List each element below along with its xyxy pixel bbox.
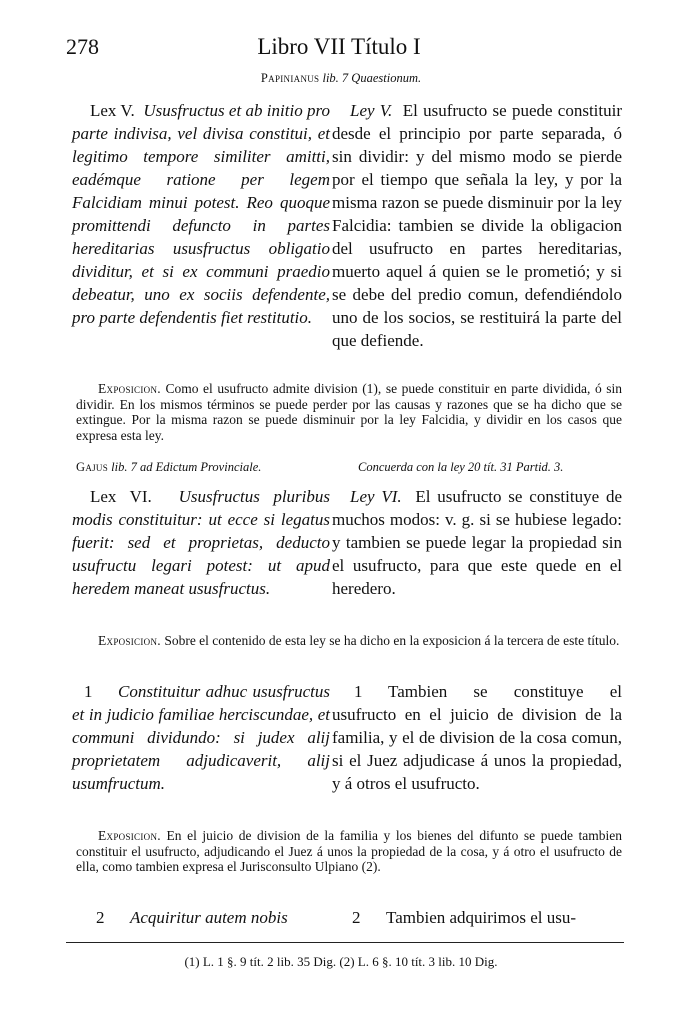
ley-label: Ley V. bbox=[350, 101, 393, 120]
source-work: lib. 7 ad Edictum Provinciale. bbox=[111, 460, 262, 474]
exposicion-label: Exposicion. bbox=[98, 381, 161, 396]
latin-paragraph bbox=[72, 680, 330, 795]
source-author: Gajus bbox=[76, 460, 109, 474]
lex-vi-section bbox=[72, 485, 624, 617]
spanish-paragraph bbox=[332, 906, 622, 929]
latin-column bbox=[72, 99, 330, 329]
latin-column bbox=[72, 906, 330, 929]
exposicion-3 bbox=[76, 828, 622, 875]
footnote-rule bbox=[66, 942, 624, 943]
paragraph-1-section bbox=[72, 680, 624, 812]
latin-paragraph bbox=[72, 99, 330, 329]
spanish-column bbox=[332, 99, 622, 352]
page-number: 278 bbox=[66, 34, 99, 59]
exposicion-2 bbox=[76, 633, 622, 649]
exposicion-text: En el juicio de division de la familia y los bienes del difunto se puede tambien constituir el usufructo, adjudicando el Juez á unos la propiedad de la cosa, y á otro el usufructo de ella, como tambien expresa el Jurisconsulto Ulpiano (2). bbox=[76, 828, 622, 874]
running-title: Libro VII Título I bbox=[257, 34, 421, 59]
paragraph-2-section bbox=[72, 906, 624, 932]
exposicion-label: Exposicion. bbox=[98, 633, 161, 648]
latin-text: Constituitur adhuc ususfructus et in judicio familiae herciscundae, et communi dividundo: si judex alij proprietatem adjudicaverit, alij usumfructum. bbox=[72, 682, 330, 793]
footnotes: (1) L. 1 §. 9 tít. 2 lib. 35 Dig. (2) L. 6 §. 10 tít. 3 lib. 10 Dig. bbox=[184, 954, 498, 969]
lex-v-section bbox=[72, 99, 624, 369]
spanish-paragraph bbox=[332, 680, 622, 795]
lex-label: Lex VI. bbox=[90, 487, 152, 506]
exposicion-1 bbox=[76, 381, 622, 443]
spanish-text: Tambien se constituye el usufructo en el juicio de division de la familia, y el de division de la cosa comun, si el Juez adjudicase á unos la propiedad, y á otros el usufructo. bbox=[332, 682, 622, 793]
spanish-column bbox=[332, 680, 622, 795]
latin-paragraph bbox=[72, 906, 330, 929]
latin-text: Acquiritur autem nobis bbox=[130, 908, 288, 927]
spanish-text: Tambien adquirimos el usu- bbox=[386, 908, 577, 927]
spanish-paragraph bbox=[332, 99, 622, 352]
exposicion-label: Exposicion. bbox=[98, 828, 161, 843]
spanish-text: El usufructo se constituye de muchos modos: v. g. si se hubiese legado: y tambien se puede legar la propiedad sin el usufructo, para que este quede en el heredero. bbox=[332, 487, 623, 598]
page-header bbox=[66, 34, 612, 64]
paragraph-number: 1 bbox=[84, 682, 93, 701]
paragraph-number: 2 bbox=[352, 908, 361, 927]
source-author: Papinianus bbox=[260, 71, 320, 85]
paragraph-number: 1 bbox=[354, 682, 363, 701]
source-left bbox=[76, 460, 261, 475]
paragraph-number: 2 bbox=[96, 908, 105, 927]
latin-column bbox=[72, 485, 330, 600]
spanish-column bbox=[332, 485, 622, 600]
spanish-column bbox=[332, 906, 622, 929]
lex-label: Lex V. bbox=[90, 101, 135, 120]
source-citation-1 bbox=[0, 71, 682, 86]
spanish-text: El usufructo se puede constituir desde el principio por parte separada, ó sin dividir: y del mismo modo se pierde por el tiempo que señala la ley, y por la misma razon se puede disminuir por la ley Falcidia: tambien se divide la obligacion del usufructo en partes hereditarias, muerto aquel á quien se le prometió; y si se debe del predio comun, defendiéndolo uno de los socios, se restituirá la parte del que defiende. bbox=[332, 101, 622, 350]
source-work: lib. 7 Quaestionum. bbox=[322, 71, 422, 85]
spanish-paragraph bbox=[332, 485, 622, 600]
concordance-note: Concuerda con la ley 20 tít. 31 Partid. 3. bbox=[358, 460, 564, 474]
exposicion-text: Como el usufructo admite division (1), se puede constituir en parte dividida, ó sin dividir. En los mismos términos se puede perder por las causas y razones que se ha dicho que se extingue. Por la misma razon se puede disminuir por la ley Falcidia, y dividir en los casos que expresa esta ley. bbox=[76, 381, 622, 443]
latin-text: Ususfructus et ab initio pro parte indivisa, vel divisa constitui, et legitimo tempore similiter amitti, eadémque ratione per legem Falcidiam minui potest. Reo quoque promittendi defuncto in partes hereditarias ususfructus obligatio dividitur, et si ex communi praedio debeatur, uno ex sociis defendente, pro parte defendentis fiet restitutio. bbox=[72, 101, 330, 327]
ley-label: Ley VI. bbox=[350, 487, 402, 506]
latin-column bbox=[72, 680, 330, 795]
latin-paragraph bbox=[72, 485, 330, 600]
latin-text: Ususfructus pluribus modis constituitur: ut ecce si legatus fuerit: sed et proprietas, deducto usufructu legari potest: ut apud heredem maneat ususfructus. bbox=[72, 487, 331, 598]
exposicion-text: Sobre el contenido de esta ley se ha dicho en la exposicion á la tercera de este título. bbox=[164, 633, 620, 648]
